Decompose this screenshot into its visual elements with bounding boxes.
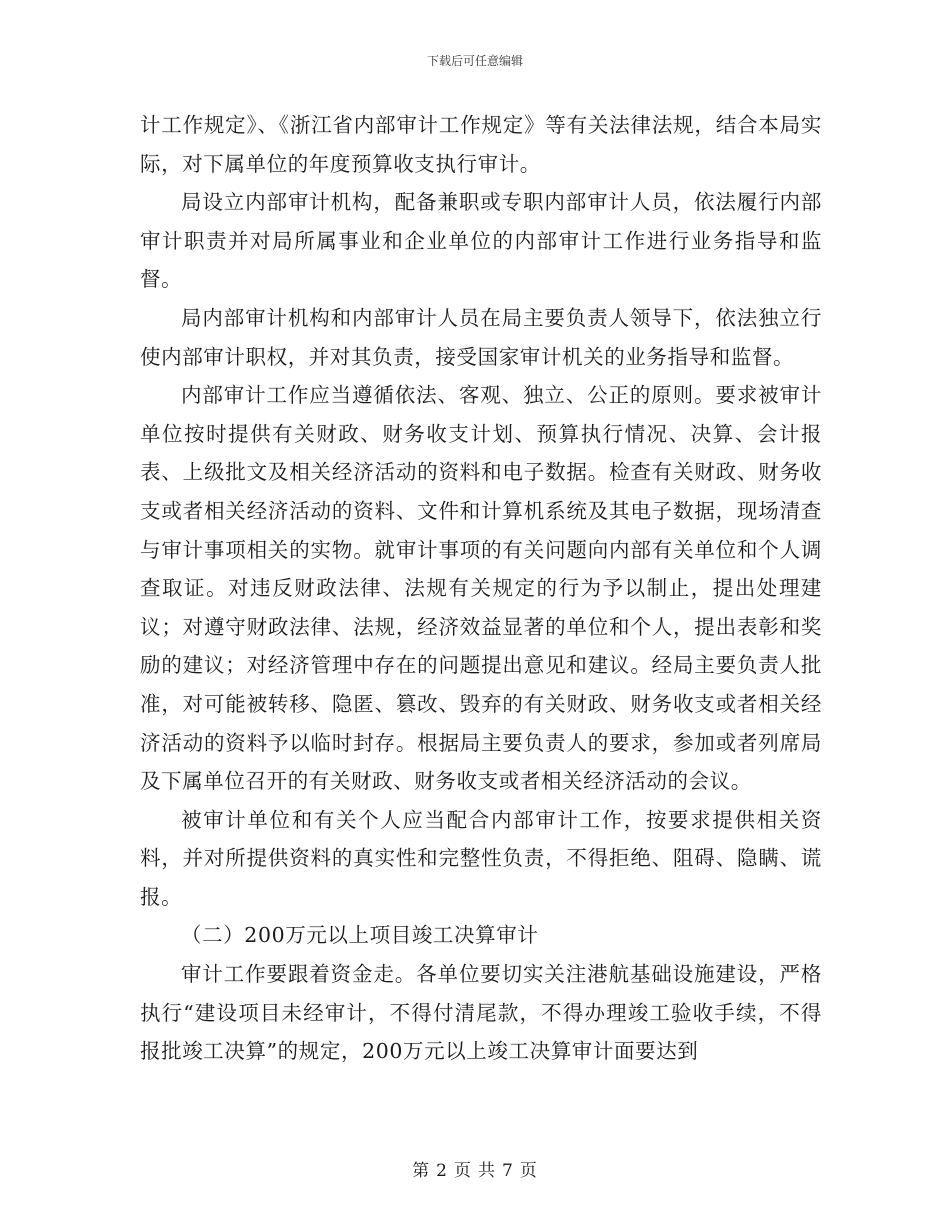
paragraph: 内部审计工作应当遵循依法、客观、独立、公正的原则。要求被审计单位按时提供有关财政、财务收支计划、预算执行情况、决算、会计报表、上级批文及相关经济活动的资料和电子数据。检查有关财政、财务收支或者相关经济活动的资料、文件和计算机系统及其电子数据，现场清查与审计事项相关的实物。就审计事项的有关问题向内部有关单位和个人调查取证。对违反财政法律、法规有关规定的行为予以制止，提出处理建议；对遵守财政法律、法规，经济效益显著的单位和个人，提出表彰和奖励的建议；对经济管理中存在的问题提出意见和建议。经局主要负责人批准，对可能被转移、隐匿、篡改、毁弃的有关财政、财务收支或者相关经济活动的资料予以临时封存。根据局主要负责人的要求，参加或者列席局及下属单位召开的有关财政、财务收支或者相关经济活动的会议。 (140, 383, 822, 794)
paragraph: 审计工作要跟着资金走。各单位要切实关注港航基础设施建设，严格执行“建设项目未经审计，不得付清尾款，不得办理竣工验收手续，不得报批竣工决算”的规定，200万元以上竣工决算审计面要达到 (140, 962, 822, 1064)
document-body (140, 106, 822, 1071)
header-note: 下载后可任意编辑 (426, 54, 523, 68)
footer-total-word: 共 (478, 1161, 496, 1181)
paragraph: 局设立内部审计机构，配备兼职或专职内部审计人员，依法履行内部审计职责并对局所属事业和企业单位的内部审计工作进行业务指导和监督。 (140, 190, 822, 292)
paragraph: 被审计单位和有关个人应当配合内部审计工作，按要求提供相关资料，并对所提供资料的真实性和完整性负责，不得拒绝、阻碍、隐瞒、谎报。 (140, 807, 822, 909)
section-heading: （二）200万元以上项目竣工决算审计 (181, 923, 539, 948)
page-header (0, 52, 950, 69)
footer-prefix: 第 (412, 1161, 431, 1181)
paragraph-continuation: 计工作规定》、《浙江省内部审计工作规定》等有关法律法规，结合本局实际，对下属单位的年度预算收支执行审计。 (140, 113, 822, 176)
footer-suffix: 页 (519, 1161, 538, 1181)
current-page-number: 2 (436, 1161, 448, 1181)
footer-page-word: 页 (454, 1161, 472, 1181)
page-footer (0, 1156, 950, 1181)
total-pages-number: 7 (502, 1161, 514, 1181)
paragraph: 局内部审计机构和内部审计人员在局主要负责人领导下，依法独立行使内部审计职权，并对其负责，接受国家审计机关的业务指导和监督。 (140, 305, 822, 369)
